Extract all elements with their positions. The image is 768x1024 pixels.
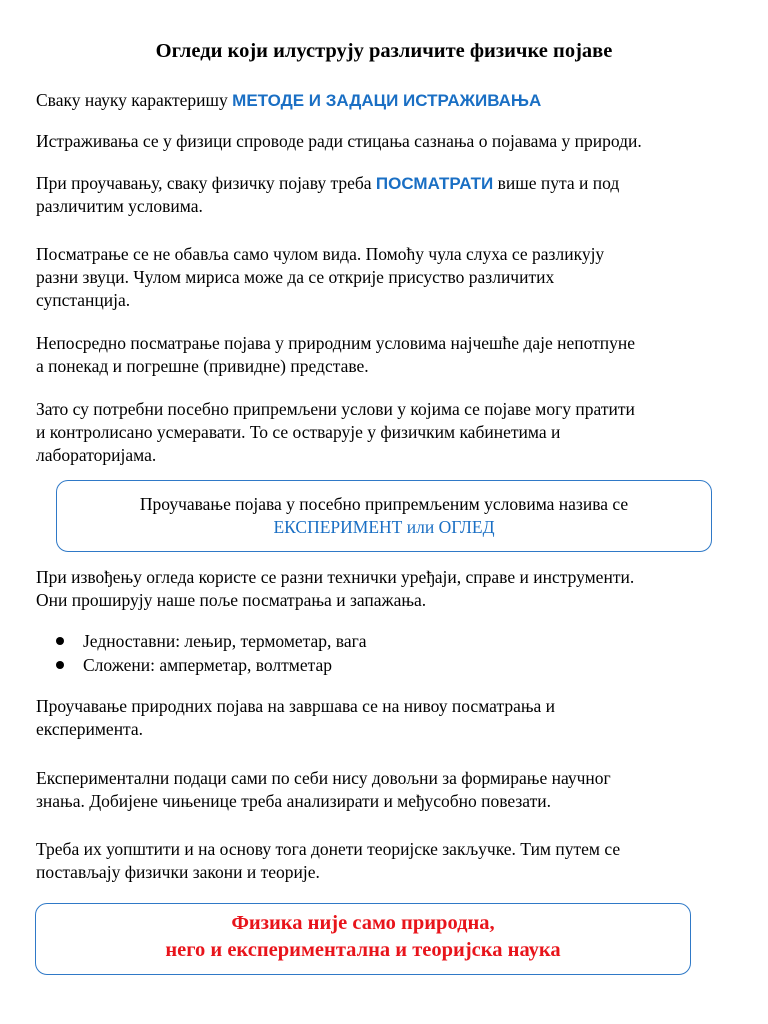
- paragraph-observe: [36, 172, 746, 218]
- paragraph-theory: [36, 838, 746, 884]
- page-title: Огледи који илуструју различите физичке појаве: [155, 40, 613, 62]
- paragraph-methods: [36, 89, 746, 112]
- paragraph-line: разни звуци. Чулом мириса може да се открије присуство различитих: [36, 267, 555, 287]
- paragraph-study-end: [36, 695, 746, 741]
- paragraph-text: При проучавању, сваку физичку појаву треба: [36, 173, 376, 193]
- paragraph-line: Треба их уопштити и на основу тога донети теоријске закључке. Тим путем се: [36, 839, 621, 859]
- list-item: Једноставни: лењир, термометар, вага: [36, 629, 736, 653]
- instrument-list: [36, 629, 736, 677]
- paragraph-line: Посматрање се не обавља само чулом вида. Помоћу чула слуха се разликују: [36, 244, 605, 264]
- bullet-icon: [56, 661, 64, 669]
- paragraph-text: више пута и под: [493, 173, 620, 193]
- bullet-icon: [56, 637, 64, 645]
- highlight-methods: МЕТОДЕ И ЗАДАЦИ ИСТРАЖИВАЊА: [232, 91, 542, 110]
- experiment-term: ЕКСПЕРИМЕНТ или ОГЛЕД: [273, 517, 495, 537]
- list-item: Сложени: амперметар, волтметар: [36, 653, 736, 677]
- paragraph-research: Истраживања се у физици спроводе ради стицања сазнања о појавама у природи.: [36, 131, 642, 151]
- paragraph-conditions: [36, 398, 746, 467]
- paragraph-text: Сваку науку карактеришу: [36, 90, 233, 110]
- paragraph-senses: [36, 243, 746, 312]
- paragraph-line: и контролисано усмеравати. То се остварује у физичким кабинетима и: [36, 422, 561, 442]
- experiment-definition-box: [56, 480, 712, 552]
- paragraph-line: постављају физички закони и теорије.: [36, 862, 320, 882]
- highlight-observe: ПОСМАТРАТИ: [375, 174, 494, 193]
- paragraph-line: Непосредно посматрање појава у природним условима најчешће даје непотпуне: [36, 333, 636, 353]
- paragraph-line: Проучавање природних појава на завршава се на нивоу посматрања и: [36, 696, 556, 716]
- paragraph-line: лабораторијама.: [36, 445, 157, 465]
- conclusion-line: Физика није само природна,: [231, 912, 495, 934]
- paragraph-line: Зато су потребни посебно припремљени услови у којима се појаве могу пратити: [36, 399, 635, 419]
- paragraph-line: супстанција.: [36, 290, 131, 310]
- conclusion-box: [35, 903, 691, 975]
- paragraph-experimental-data: [36, 767, 746, 813]
- paragraph-direct-observation: [36, 332, 746, 378]
- box-line: Проучавање појава у посебно припремљеним условима назива се: [139, 494, 629, 514]
- paragraph-line: експеримента.: [36, 719, 144, 739]
- paragraph-line: Они проширују наше поље посматрања и запажања.: [36, 590, 427, 610]
- paragraph-line: Експериментални подаци сами по себи нису довољни за формирање научног: [36, 768, 611, 788]
- paragraph-line: а понекад и погрешне (привидне) представе.: [36, 356, 369, 376]
- conclusion-line: него и експериментална и теоријска наука: [165, 939, 561, 961]
- paragraph-instruments: [36, 566, 746, 612]
- paragraph-line: различитим условима.: [36, 196, 203, 216]
- paragraph-line: знања. Добијене чињенице треба анализирати и међусобно повезати.: [36, 791, 552, 811]
- paragraph-line: При извођењу огледа користе се разни технички уређаји, справе и инструменти.: [36, 567, 635, 587]
